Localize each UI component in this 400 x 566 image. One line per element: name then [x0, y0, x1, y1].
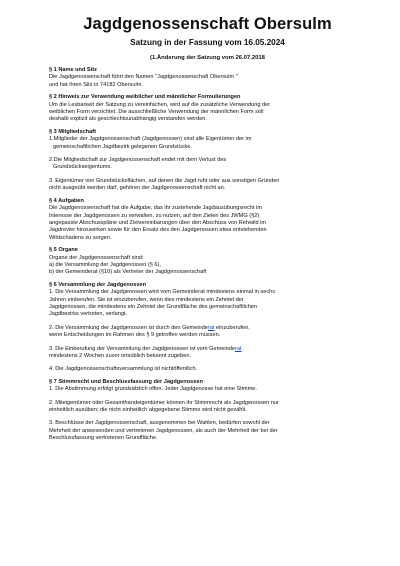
paragraph	[49, 74, 366, 89]
section-5	[49, 247, 366, 277]
text-line: Jahren einberufen. Sie ist einzuberufen, wenn dies mindestens ein Zehntel der	[49, 296, 244, 303]
section-7	[49, 379, 366, 443]
text-line: Jagdgenossen, die mindestens ein Zehntel der Grundfläche des gemeinschaftlichen	[49, 303, 258, 310]
text-line: einheitlich ausüben; die nicht einheitlich abgegebene Stimme wird nicht gezählt.	[49, 407, 247, 414]
section-3	[49, 129, 366, 193]
text-line: Interesse der Jagdgenossen zu verwalten, zu nutzen, auf den Zielen des JWMG (§2)	[49, 212, 260, 219]
text-line: angepasste Abschusspläne und Zielvereinbarungen über den Abschuss von Rehwild im	[49, 219, 267, 226]
paragraph	[49, 136, 366, 151]
gemeinderat-link[interactable]: rat	[234, 345, 242, 352]
section-heading: § 4 Aufgaben	[49, 197, 84, 204]
text-line: b) der Gemeinderat (§10) als Vertreter der Jagdgenossenschaft	[49, 269, 207, 276]
section-4	[49, 198, 366, 242]
paragraph	[49, 420, 366, 442]
text-line: Organe der Jagdgenossenschaft sind:	[49, 254, 144, 261]
text-line: Mehrheit der anwesenden und vertretenen Jagdgenossen, als auch der Mehrheit der bei der	[49, 427, 278, 434]
text-line: Wildschadens zu sorgen.	[49, 234, 112, 241]
text-line: Jagdbezirks vertreten, verlangt.	[49, 311, 128, 318]
paragraph	[49, 102, 366, 124]
text-line	[49, 346, 366, 353]
text-line: nicht ausgeübt werden darf, gehören der Jagdgenossenschaft nicht an.	[49, 185, 226, 192]
text-line: Um die Lesbarkeit der Satzung zu vereinfachen, wird auf die zusätzliche Verwendung der	[49, 101, 271, 108]
paragraph	[49, 366, 366, 373]
document-subtitle: Satzung in der Fassung vom 16.05.2024	[130, 38, 285, 47]
paragraph	[49, 386, 366, 393]
section-heading: § 2 Hinweis zur Verwendung weiblicher und männlicher Formulierungen	[49, 94, 241, 101]
text-line: 2.Die Mitgliedschaft zur Jagdgenossenschaft endet mit dem Verlust des	[49, 157, 227, 164]
text-line: deshalb explizit als geschlechtsunabhängig verstanden werden.	[49, 116, 207, 123]
text-line: Grundstückseigentums.	[53, 164, 112, 171]
paragraph	[49, 346, 366, 361]
text-line: a) die Versammlung der Jagdgenossen (§ 6),	[49, 261, 161, 268]
paragraph	[49, 157, 366, 172]
text-span: 3. Die Einberufung der Versammlung der Jagdgenossen ist vom Gemeinde	[49, 345, 235, 352]
text-line: Die Jagdgenossenschaft hat die Aufgabe, das ihr zustehende Jagdausübungsrecht im	[49, 205, 263, 212]
text-line: 1. Die Abstimmung erfolgt grundsätzlich offen. Jeder Jagdgenosse hat eine Stimme.	[49, 386, 257, 393]
paragraph	[49, 178, 366, 193]
section-heading: § 7 Stimmrecht und Beschlussfassung der Jagdgenossen	[49, 378, 203, 385]
text-line: und hat ihren Sitz in 74182 Obersulm.	[49, 81, 143, 88]
text-line: Die Jagdgenossenschaft führt den Namen "Jagdgenossenschaft Obersulm "	[49, 74, 238, 81]
text-line: 2. Miteigentümer oder Gesamthandeigentümer können ihr Stimmrecht als Jagdgenossen nur	[49, 399, 279, 406]
text-line: Beschlussfassung vertretenen Grundfläche.	[49, 435, 158, 442]
text-line: wenn Entscheidungen im Rahmen des § 9 getroffen werden müssen.	[49, 332, 221, 339]
section-heading: § 3 Mitgliedschaft	[49, 128, 96, 135]
text-span: einzuberufen,	[214, 324, 250, 331]
text-line: 4. Die Jagdgenossenschaftsversammlung ist nichtöffentlich.	[49, 366, 198, 373]
text-line	[49, 325, 366, 332]
text-line: weiblichen Form verzichtet. Die ausschließliche Verwendung der männlichen Form soll	[49, 109, 264, 116]
paragraph	[49, 205, 366, 242]
text-line: Jagdrevier hinzuwirken sowie für den Ersatz des den Jagdgenossen etwa entstehenden	[49, 227, 267, 234]
amendment-note: (1.Änderung der Satzung vom 26.07.2018	[150, 55, 265, 61]
gemeinderat-link[interactable]: rat	[207, 324, 215, 331]
paragraph	[49, 289, 366, 319]
text-line: 3. Beschlüsse der Jagdgenossenschaft, ausgenommen bei Wahlen, bedürfen sowohl der	[49, 420, 270, 427]
text-line: 3. Eigentümer von Grundstücksflächen, auf denen die Jagd ruht oder aus sonstigen Gründen	[49, 177, 280, 184]
section-2	[49, 94, 366, 124]
text-line: 1. Die Versammlung der Jagdgenossen wird vom Gemeinderat mindestens einmal in sechs	[49, 289, 276, 296]
document-title: Jagdgenossenschaft Obersulm	[83, 15, 332, 33]
text-line: gemeinschaftlichen Jagdbezirk gelegenen Grundstücke.	[53, 143, 192, 150]
section-heading: § 5 Organe	[49, 247, 78, 254]
text-line: 1.Mitglieder der Jagdgenossenschaft (Jagdgenossen) sind alle Eigentümer der im	[49, 136, 252, 143]
section-6	[49, 282, 366, 374]
paragraph	[49, 255, 366, 277]
section-1	[49, 67, 366, 89]
paragraph	[49, 325, 366, 340]
text-line: mindestens 2 Wochen zuvor ortsüblich bekannt zugeben.	[49, 353, 192, 359]
section-heading: § 6 Versammlung der Jagdgenossen	[49, 281, 146, 288]
text-span: 2. Die Versammlung der Jagdgenossen ist durch den Gemeinde	[49, 324, 208, 331]
section-heading: § 1 Name und Sitz	[49, 67, 97, 73]
paragraph	[49, 400, 366, 415]
